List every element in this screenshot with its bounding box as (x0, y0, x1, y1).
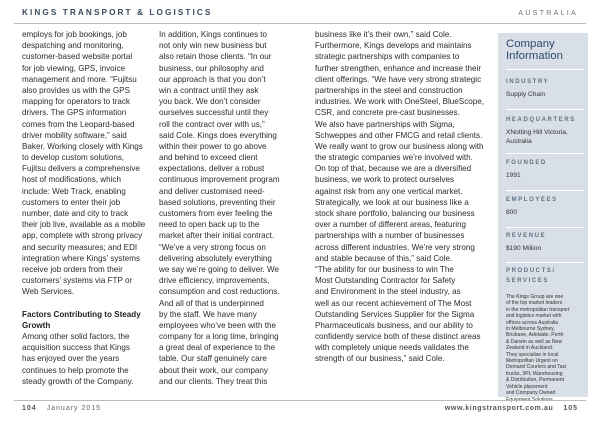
company-information-sidebar (498, 33, 588, 397)
article-line: the strategic companies we’re involved with. (315, 153, 473, 163)
article-line: receive job orders from their (22, 264, 123, 274)
article-line: Among other solid factors, the (22, 332, 130, 342)
products-services-line: They specialise in local (506, 351, 559, 358)
article-line: and deliver customised need- (159, 186, 265, 196)
article-line: employees who’ve been with the (159, 320, 276, 330)
article-line: and stable because of this,” said Cole. (315, 253, 453, 263)
header-divider (14, 23, 586, 24)
headquarters-label: HEADQUARTERS (506, 117, 576, 123)
article-line: host of modifications, which (22, 175, 121, 185)
article-line: ourselves successful until they (159, 108, 269, 118)
article-line: against risk from any one vertical market. (315, 186, 463, 196)
products-services-line: & Darwin as well as New (506, 338, 563, 345)
article-line: our approach is that you don’t (159, 74, 266, 84)
article-line: Baker. Working closely with Kings (22, 141, 143, 151)
article-line: In addition, Kings continues to (159, 30, 267, 39)
industry-value (506, 91, 586, 100)
article-line: Furthermore, Kings develops and maintains (315, 41, 472, 51)
article-line: stock share portfolio, balancing our business (315, 209, 475, 218)
article-column-3 (315, 29, 493, 365)
sidebar-divider (506, 109, 584, 110)
article-line: consumption and cost reductions. (159, 287, 280, 297)
article-line: We really want to grow our business along with (315, 141, 484, 151)
article-line: based solutions, preventing their (159, 197, 276, 207)
paragraph-gap (22, 298, 170, 309)
article-line: “The ability for our business to win The (315, 264, 454, 274)
article-line: Outstanding Services Supplier for the Sigma (315, 309, 475, 319)
article-line: business, our philosophy and (159, 63, 264, 73)
article-line: confidently service both of these distinct areas (315, 332, 481, 342)
article-line: over a number of different areas, featuring (315, 220, 467, 230)
products-services-line: Zealand in Auckland. (506, 345, 554, 352)
products-services-line: of the top market leaders (506, 300, 563, 307)
article-line: acquisition success that Kings (22, 343, 130, 353)
article-line: delivering absolutely everything (159, 253, 272, 263)
products-label-line-2: SERVICES (506, 278, 550, 284)
article-line: mapping for operators to track (22, 97, 130, 107)
products-label: PRODUCTS/ (506, 268, 556, 274)
article-line: integration where Kings’ systems (22, 253, 141, 263)
headquarters-line: XNotting Hill Victoria, (506, 129, 568, 136)
employees-value-text: 800 (506, 209, 518, 216)
products-services-line: Demand Couriers and Taxi (506, 364, 567, 371)
article-line: business like it’s their own,” said Cole. (315, 30, 452, 39)
article-line: to develop custom solutions, (22, 153, 125, 163)
footer-left (22, 405, 101, 412)
products-services-line: trucks, 3PL Warehousing (506, 370, 563, 377)
article-line: management and more. “Fujitsu (22, 74, 137, 84)
products-services-line: and logistics market with (506, 313, 562, 320)
article-line: We also have partnerships with Sigma, (315, 119, 455, 129)
article-line: driver mobility software,” said (22, 130, 127, 140)
revenue-label: REVENUE (506, 233, 547, 239)
article-line: Schweppes and other FMCG and retail clients. (315, 130, 483, 140)
article-line: include: Web Track, enabling (22, 186, 126, 196)
article-line: a great deal of experience to the (159, 343, 276, 353)
article-line: their job live, available as a mobile (22, 220, 146, 230)
article-line: said Cole. Kings does everything (159, 130, 277, 140)
sidebar-title-line: Company (506, 38, 555, 50)
article-line: app, complete with strong privacy (22, 231, 143, 241)
article-line: expectations, deliver a robust (159, 164, 265, 174)
article-line: and our clients. They treat this (159, 376, 268, 386)
footer-divider (14, 400, 586, 401)
products-services-line: Vehicle placement (506, 383, 548, 390)
article-line: customers from ever feeling the (159, 209, 273, 218)
employees-label: EMPLOYEES (506, 197, 558, 203)
products-services-line: & Distribution, Permanent (506, 377, 565, 384)
sidebar-divider (506, 262, 584, 263)
products-services-line: in the metropolitan transport (506, 306, 570, 313)
article-line: you back. We don’t consider (159, 97, 261, 107)
article-line: by the staff. We have many (159, 309, 257, 319)
article-line: Web Services. (22, 287, 75, 297)
sidebar-divider (506, 190, 584, 191)
founded-value-text: 1991 (506, 172, 521, 179)
article-line: win a contract until they ask (159, 85, 259, 95)
subheading-line: Factors Contributing to Steady (22, 309, 141, 319)
article-line: and security measures; and EDI (22, 242, 138, 252)
article-line: “We’ve a very strong focus on (159, 242, 266, 252)
products-services-text (506, 294, 586, 403)
article-line: well as our recent achievement of The Most (315, 298, 472, 308)
article-line: On top of that, because we are a diversified (315, 164, 472, 174)
article-line: customers’ systems via FTP or (22, 276, 133, 286)
article-line: also provides us with the GPS (22, 85, 130, 95)
footer-right (445, 405, 578, 412)
products-services-line: and Company Owned (506, 390, 556, 397)
article-line: Most Outstanding Contractor for Safety (315, 276, 456, 286)
left-page-number: 104 (22, 405, 37, 412)
article-line: continuous improvement program (159, 175, 280, 185)
sidebar-divider (506, 153, 584, 154)
article-line: need to open back up to the (159, 220, 260, 230)
article-line: we say we’re going to deliver. We (159, 264, 279, 274)
article-line: customer-based website portal (22, 52, 133, 62)
article-line: employs for job bookings, job (22, 30, 127, 39)
article-line: and behind to exceed client (159, 153, 258, 163)
article-line: steady growth of the Company. (22, 376, 134, 386)
article-line: roll the contract over with us,” (159, 119, 265, 129)
revenue-value-text: $190 Million (506, 245, 542, 252)
article-line: for job viewing, GPS, invoice (22, 63, 126, 73)
article-line: within their power to go above (159, 141, 267, 151)
article-line: strength of our business,” said Cole. (315, 354, 445, 364)
products-services-line: Metropolitan Urgent on (506, 358, 558, 365)
products-services-line: The Kings Group are one (506, 294, 564, 300)
article-line: strategic partnerships with companies to (315, 52, 460, 62)
article-line: across different industries. We’re very strong (315, 242, 475, 252)
column-1-body (22, 29, 170, 298)
sidebar-divider (506, 69, 584, 70)
article-line: also retain those clients. “In our (159, 52, 272, 62)
article-line: industries. We work with OneSteel, BlueScope, (315, 97, 485, 107)
article-line: partnerships with a number of businesses (315, 231, 465, 241)
article-line: business, we work to protect ourselves (315, 175, 455, 185)
headquarters-value (506, 129, 586, 147)
industry-value-text: Supply Chain (506, 91, 546, 98)
founded-label: FOUNDED (506, 160, 547, 166)
article-line: client offerings. “We have very strong strategic (315, 74, 482, 84)
article-column-2 (159, 29, 307, 387)
sidebar-divider (506, 227, 584, 228)
sidebar-title (506, 38, 584, 63)
article-line: Pharmaceuticals business, and our ability to (315, 320, 473, 330)
industry-label: INDUSTRY (506, 79, 550, 85)
employees-value (506, 209, 586, 218)
article-line: market after their initial contract. (159, 231, 275, 241)
article-column-1 (22, 29, 170, 387)
headquarters-line: Australia (506, 137, 532, 145)
article-line: Strategically, we look at our business like a (315, 197, 469, 207)
article-line: has enjoyed over the years (22, 354, 120, 364)
article-line: customers to enter their job (22, 197, 121, 207)
magazine-section-title: KINGS TRANSPORT & LOGISTICS (22, 8, 213, 17)
products-services-line: offices across Australia (506, 319, 558, 326)
article-line: further strengthen, enhance and increase their (315, 63, 482, 73)
right-page-number: 105 (563, 405, 578, 412)
article-line: number, date and city to track (22, 209, 129, 218)
article-line: continues to help promote the (22, 365, 129, 375)
products-services-line: Brisbane, Adelaide, Perth (506, 332, 564, 339)
founded-value (506, 172, 586, 181)
article-line: drive efficiency, improvements, (159, 276, 270, 286)
issue-date: January 2015 (46, 405, 102, 412)
article-line: drivers. The GPS information (22, 108, 127, 118)
products-services-line: in Melbourne Sydney, (506, 326, 555, 333)
region-label: AUSTRALIA (518, 8, 578, 17)
sidebar-title-line: Information (506, 50, 563, 63)
article-line: And all of that is underpinned (159, 298, 264, 308)
page-header (0, 0, 600, 24)
column-1-after-subheading (22, 331, 170, 387)
article-line: not only win new business but (159, 41, 267, 51)
article-line: despatching and monitoring, (22, 41, 124, 51)
article-line: partnerships in the steel and construction (315, 85, 463, 95)
article-line: with completely unique needs validates the (315, 343, 469, 353)
article-line: table. Our staff genuinely care (159, 354, 267, 364)
article-line: and Environment in the steel industry, as (315, 287, 461, 297)
article-line: comes from the Leopard-based (22, 119, 135, 129)
article-line: company for a long time, bringing (159, 332, 279, 342)
revenue-value (506, 245, 586, 254)
company-website[interactable]: www.kingstransport.com.au (444, 405, 554, 412)
article-line: about their work, our company (159, 365, 268, 375)
article-line: Fujitsu delivers a comprehensive (22, 164, 140, 174)
article-line: CSR, and concrete pre-cast businesses. (315, 108, 460, 118)
subheading-line: Growth (22, 320, 51, 330)
